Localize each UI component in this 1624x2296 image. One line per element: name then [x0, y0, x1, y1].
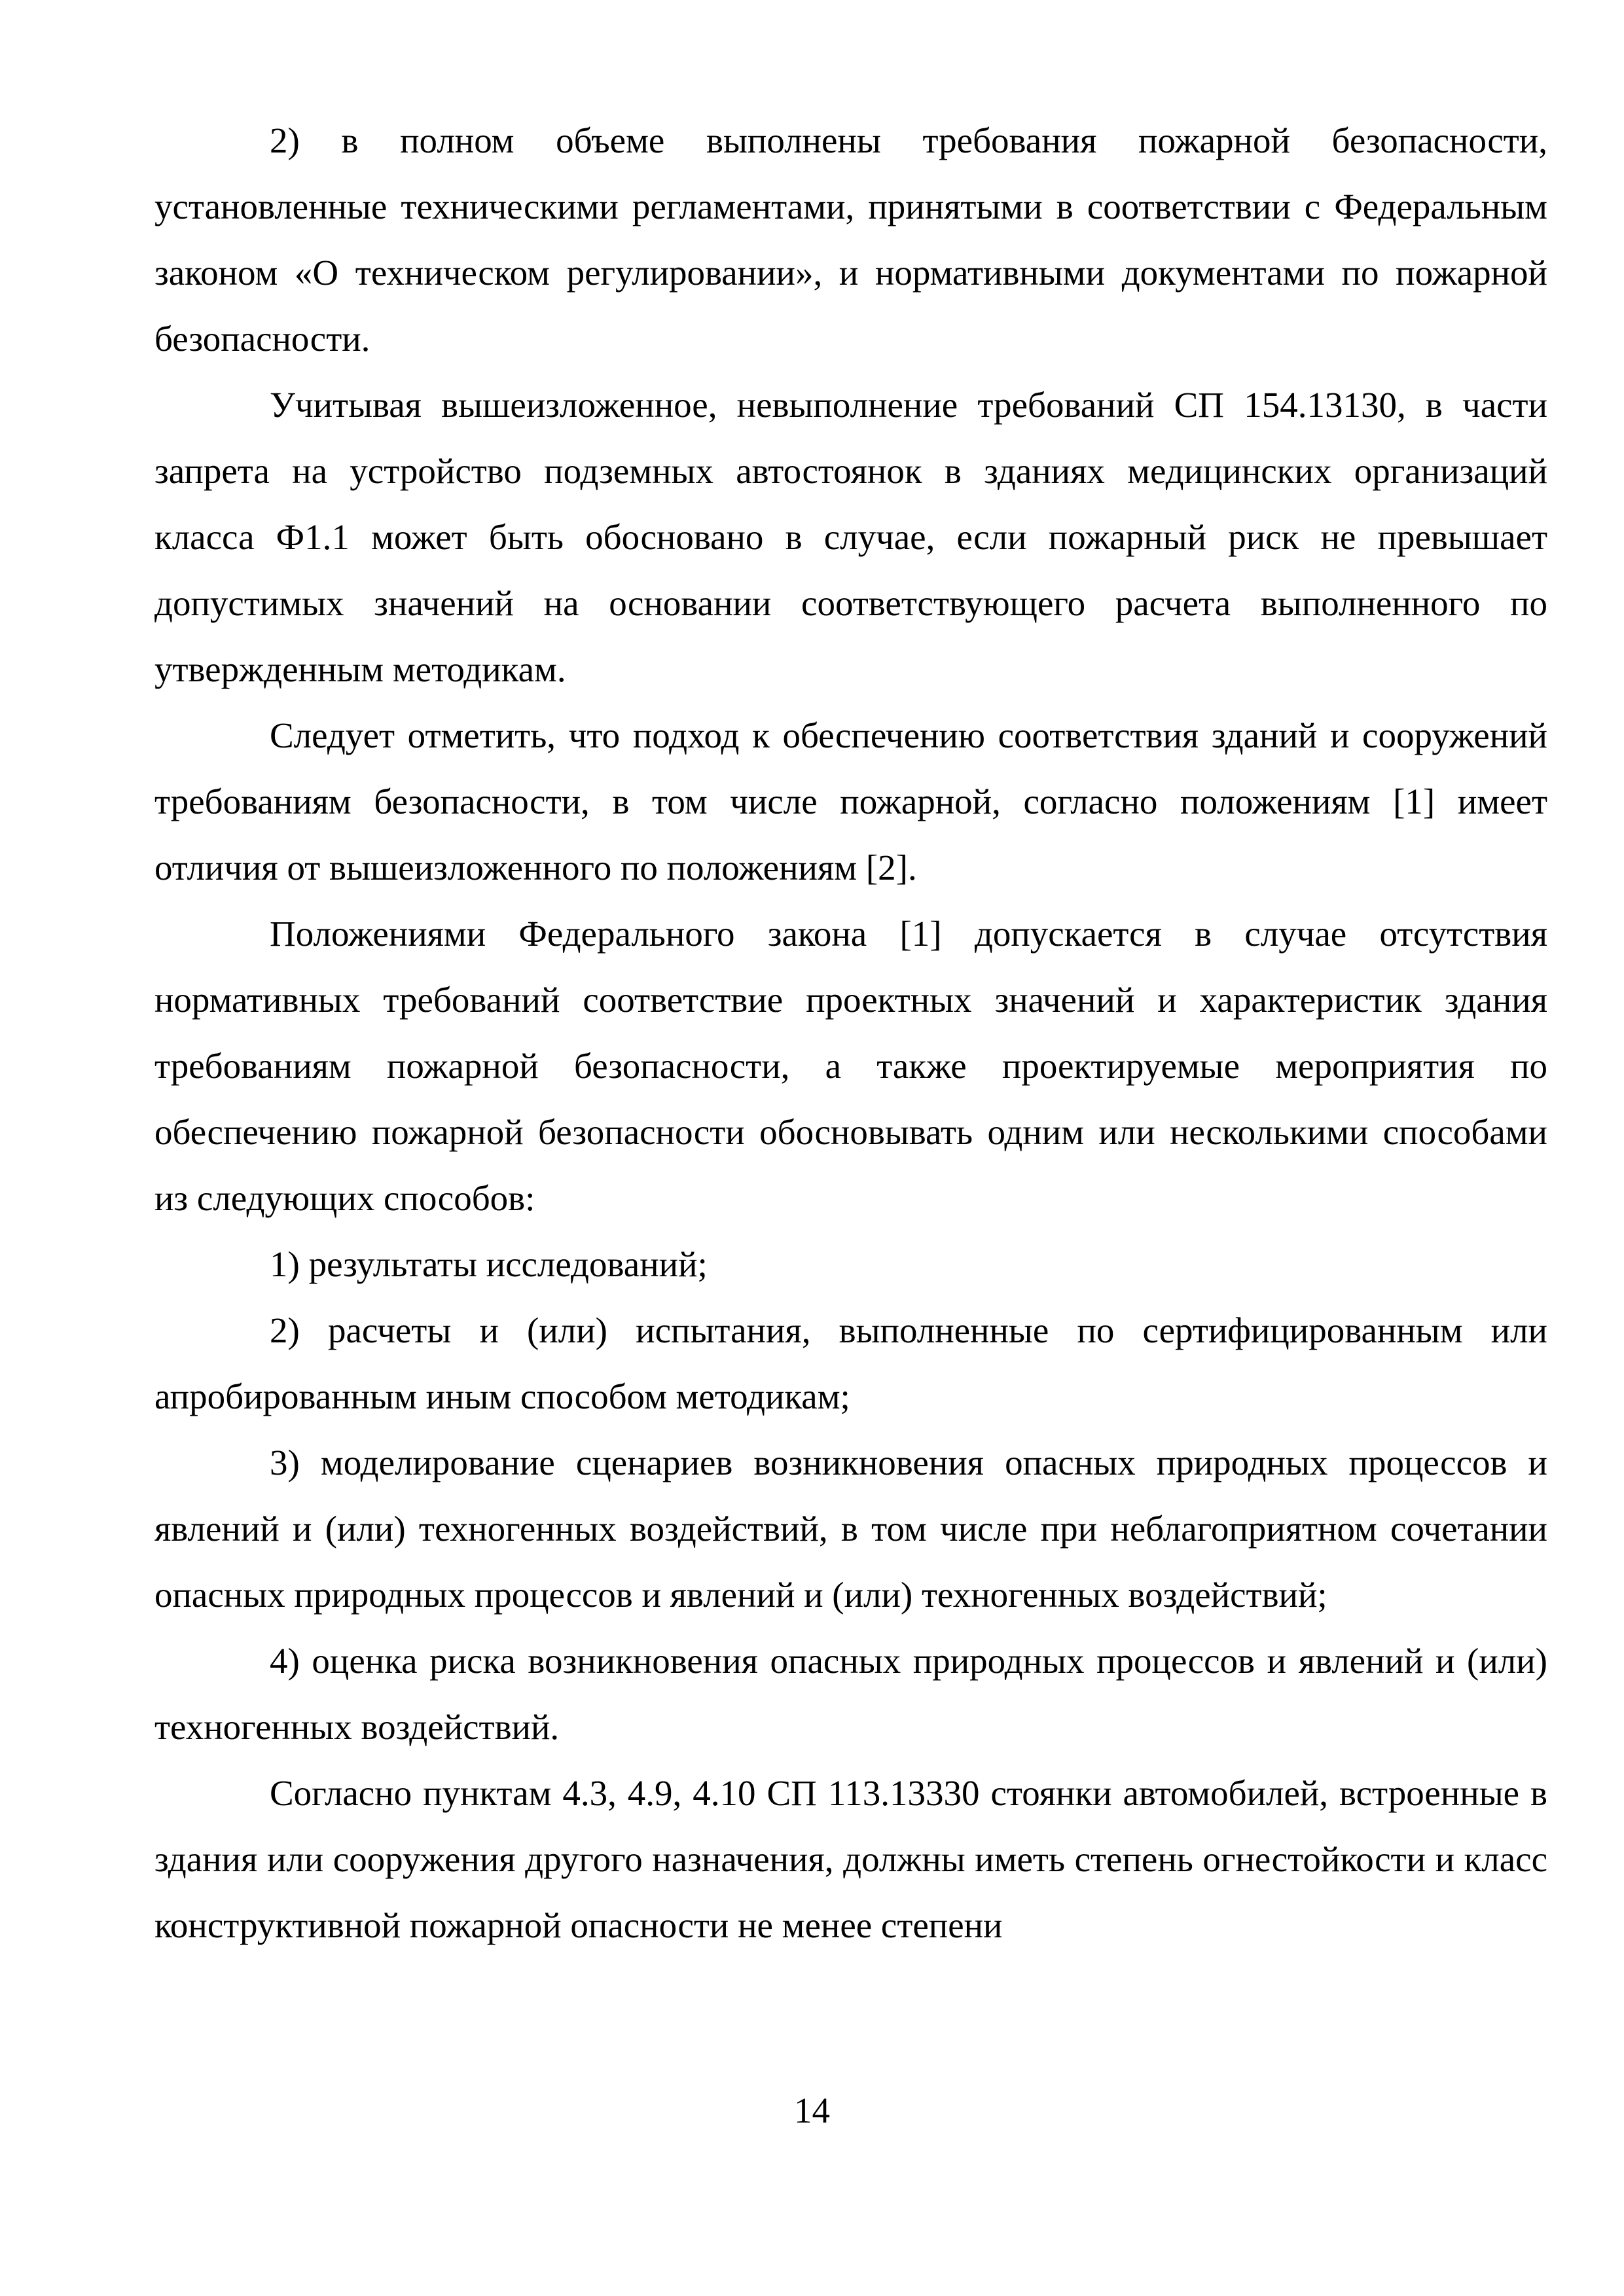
paragraph-federal-law: Положениями Федерального закона [1] допускается в случае отсутствия нормативных требований соответствие проектных значений и характеристик здания требованиям пожарной безопасности, а также проектируемые мероприятия по обеспечению пожарной безопасности обосновывать одним или несколькими способами из следующих способов: [154, 914, 1547, 1218]
paragraph-parking-requirements: Согласно пунктам 4.3, 4.9, 4.10 СП 113.13330 стоянки автомобилей, встроенные в здания или сооружения другого назначения, должны иметь степень огнестойкости и класс конструктивной пожарной опасности не менее степени [154, 1773, 1547, 1945]
paragraph-item-2-fire-safety: 2) в полном объеме выполнены требования пожарной безопасности, установленные техническими регламентами, принятыми в соответствии с Федеральным законом «О техническом регулировании», и нормативными документами по пожарной безопасности. [154, 120, 1547, 359]
list-item-research: 1) результаты исследований; [270, 1244, 708, 1284]
page-body [154, 107, 1547, 1958]
list-item-calculations: 2) расчеты и (или) испытания, выполненные по сертифицированным или апробированным иным способом методикам; [154, 1310, 1547, 1416]
page-number: 14 [794, 2090, 830, 2130]
paragraph-approach-note: Следует отметить, что подход к обеспечению соответствия зданий и сооружений требованиям безопасности, в том числе пожарной, согласно положениям [1] имеет отличия от вышеизложенного по положениям [2]. [154, 715, 1547, 888]
list-item-modeling: 3) моделирование сценариев возникновения опасных природных процессов и явлений и (или) техногенных воздействий, в том числе при неблагоприятном сочетании опасных природных процессов и явлений и (или) техногенных воздействий; [154, 1443, 1547, 1615]
list-item-risk-assessment: 4) оценка риска возникновения опасных природных процессов и явлений и (или) техногенных воздействий. [154, 1641, 1547, 1747]
paragraph-considering: Учитывая вышеизложенное, невыполнение требований СП 154.13130, в части запрета на устройство подземных автостоянок в зданиях медицинских организаций класса Ф1.1 может быть обосновано в случае, если пожарный риск не превышает допустимых значений на основании соответствующего расчета выполненного по утвержденным методикам. [154, 385, 1547, 689]
